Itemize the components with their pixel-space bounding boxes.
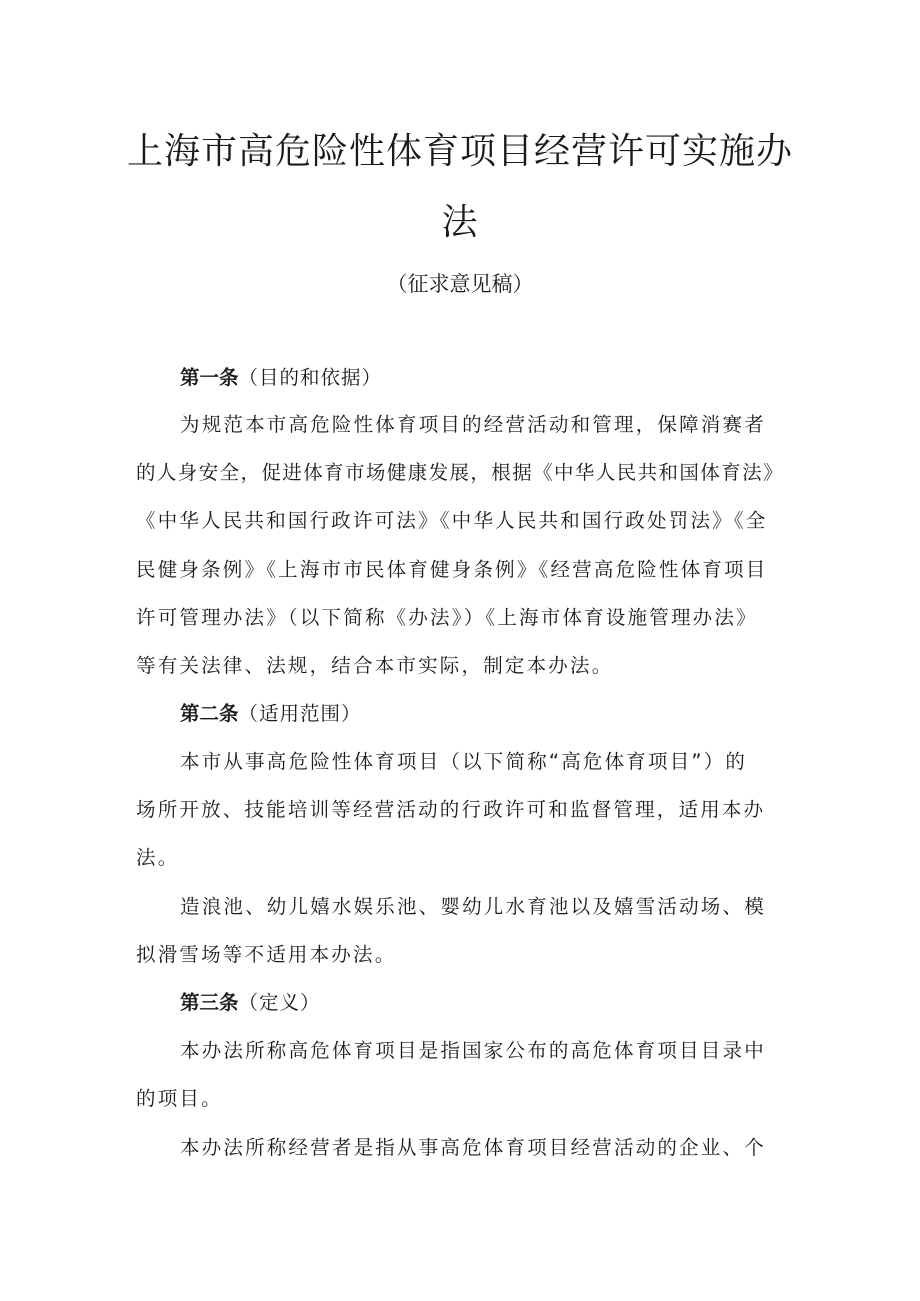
article-1-paragraph-line: 许可管理办法》（以下简称《办法》）《上海市体育设施管理办法》 [136,606,758,629]
document-subtitle: （征求意见稿） [386,272,534,296]
article-3-paragraph-line: 本办法所称经营者是指从事高危体育项目经营活动的企业、个 [180,1136,766,1159]
article-1-paragraph-line: 的人身安全，促进体育市场健康发展，根据《中华人民共和国体育法》 [136,461,784,484]
document-title-line-2: 法 [441,202,479,243]
article-1-heading: 第一条 [180,366,239,389]
article-1-heading-line [180,364,786,392]
article-3-paragraph-line: 的项目。 [136,1087,223,1110]
article-2-paragraph-line: 拟滑雪场等不适用本办法。 [136,943,397,966]
article-2-heading-line [180,700,786,728]
article-2-heading: 第二条 [180,702,239,725]
article-1-paragraph-line: 民健身条例》《上海市市民体育健身条例》《经营高危险性体育项目 [136,558,768,581]
article-1-paragraph-line: 为规范本市高危险性体育项目的经营活动和管理，保障消赛者 [180,413,766,436]
article-2-paragraph-line: 本市从事高危险性体育项目（以下简称“高危体育项目”）的 [180,750,748,773]
article-1-topic: （目的和依据） [238,366,383,389]
article-3-paragraph-line: 本办法所称高危体育项目是指国家公布的高危体育项目目录中 [180,1039,766,1062]
article-2-paragraph-line: 造浪池、幼儿嬉水娱乐池、婴幼儿水育池以及嬉雪活动场、模 [180,895,766,918]
article-3-heading-line [180,989,786,1017]
article-2-paragraph-line: 场所开放、技能培训等经营活动的行政许可和监督管理，适用本办 [136,798,766,821]
article-1-paragraph-line: 《中华人民共和国行政许可法》《中华人民共和国行政处罚法》《全 [136,509,768,532]
article-2-topic: （适用范围） [238,702,362,725]
document-title-line-1: 上海市高危险性体育项目经营许可实施办 [126,131,793,172]
article-2-paragraph-line: 法。 [136,846,180,869]
article-3-topic: （定义） [238,991,321,1014]
article-3-heading: 第三条 [180,991,239,1014]
article-1-paragraph-line: 等有关法律、法规，结合本市实际，制定本办法。 [136,654,614,677]
